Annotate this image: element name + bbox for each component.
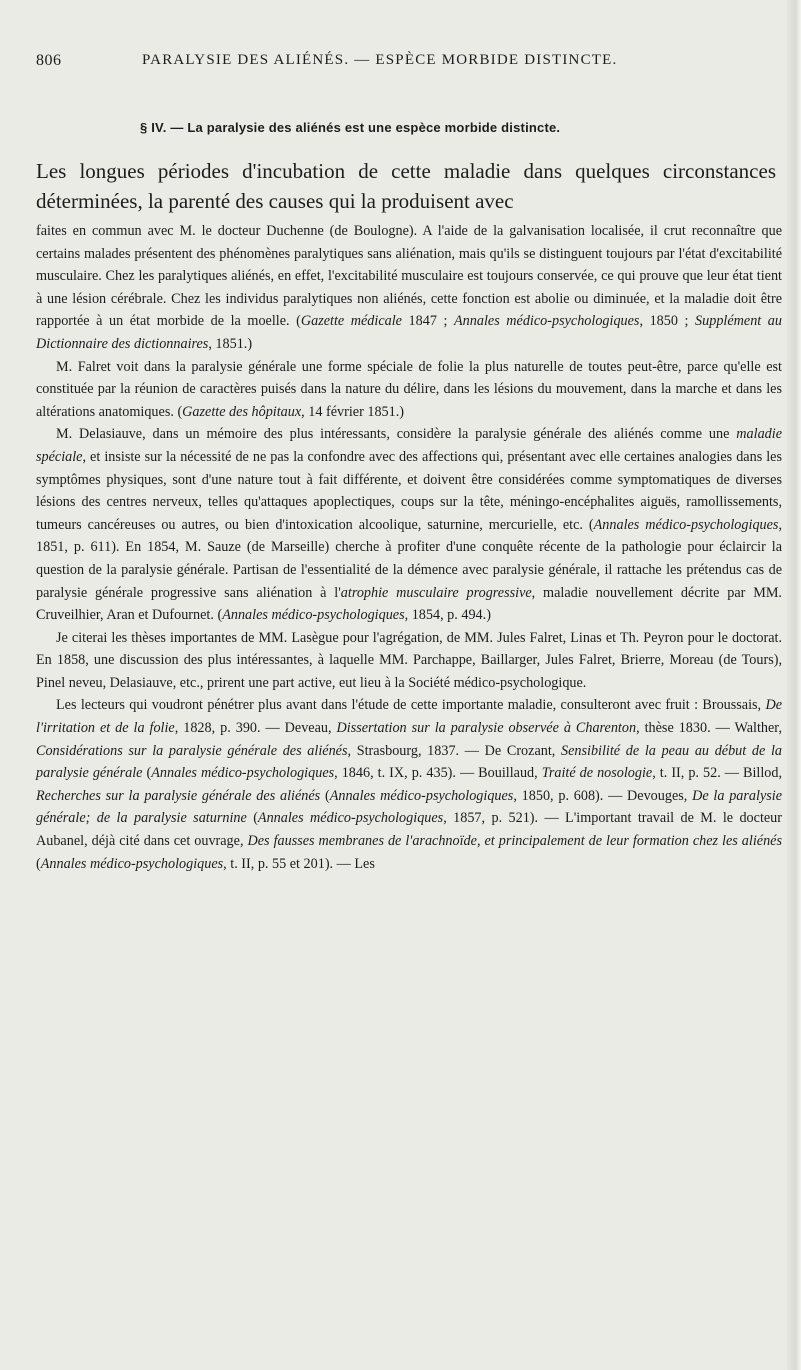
italic-text-run: De l'irritation et de la folie [36,697,782,737]
italic-text-run: De la paralysie générale; de la paralysie saturnine [36,787,783,827]
text-run: ( [36,855,41,872]
italic-text-run: Des fausses membranes de l'arachnoïde, et principalement de leur formation chez les aliénés [247,833,782,850]
italic-text-run: Considérations sur la paralysie générale des aliénés [36,742,348,759]
paragraph [36,627,782,695]
body-text [36,220,782,875]
text-run: faites en commun avec M. le docteur Duchenne (de Boulogne). A l'aide de la galvanisation localisée, il crut reconnaître que certains malades présentent des phénomènes paralytiques sans aliénation, mais qu'ils se distinguent toujours par l'état d'excitabilité musculaire. Chez les paralytiques aliénés, en effet, l'excitabilité musculaire est toujours conservée, ce qui prouve que leur état tient à une lésion cérébrale. Chez les individus paralytiques non aliénés, cette fonction est abolie ou diminuée, et la maladie doit être rapportée à un état morbide de la moelle. ( [36,223,782,330]
page-number: 806 [36,52,62,69]
paragraph [36,356,782,424]
text-run: M. Falret voit dans la paralysie générale une forme spéciale de folie la plus naturelle de toutes peut-être, parce qu'elle est constituée par la réunion de caractères puisés dans la nature du délire, dans les lésions du mouvement, dans la marche et dans les altérations anatomiques. ( [36,358,782,420]
text-run: , 1850, p. 608). — Devouges, [513,787,693,804]
page-edge-shadow [787,0,801,1370]
italic-text-run: Annales médico-psychologiques [454,313,640,330]
text-run: , 1851, p. 611). En 1854, M. Sauze (de Marseille) cherche à profiter d'une conquête récente de la pathologie pour éclaircir la question de la paralysie générale. Partisan de l'essentialité de la démence avec paralysie générale, il rattache les prétendus cas de paralysie générale progressive sans aliénation à l' [36,516,782,601]
italic-text-run: Annales médico-psychologiques [151,765,335,782]
paragraph [36,423,782,626]
text-run: 1847 ; [401,313,455,330]
paragraph [36,220,782,356]
italic-text-run: Annales médico-psychologiques [593,516,779,533]
text-run: ( [320,787,330,804]
italic-text-run: Annales médico-psychologiques [40,855,224,872]
italic-text-run: Annales médico-psychologiques [329,787,514,804]
text-run: , t. II, p. 52. — Billod, [652,765,783,782]
italic-text-run: Sensibilité de la peau au début de la paralysie générale [36,742,782,782]
italic-text-run: Annales médico-psychologiques [257,810,444,827]
text-run: , 1850 ; [639,313,696,330]
text-run: , 1854, p. 494.) [404,607,491,624]
text-run: , 1828, p. 390. — Deveau, [174,720,337,737]
lead-paragraph: Les longues périodes d'incubation de cette maladie dans quelques circonstances déterminées, la parenté des causes qui la produisent avec [36,159,776,213]
text-run: , 1851.) [208,335,253,352]
italic-text-run: Recherches sur la paralysie générale des aliénés [36,787,321,804]
text-run: , 1857, p. 521). — L'important travail de M. le docteur Aubanel, déjà cité dans cet ouvrage, [36,810,783,850]
text-run: , 1846, t. IX, p. 435). — Bouillaud, [334,765,542,782]
italic-text-run: Supplément au Dictionnaire des dictionnaires [36,313,782,352]
italic-text-run: Gazette médicale [300,313,402,330]
italic-text-run: Dissertation sur la paralysie observée à Charenton [336,720,637,737]
text-run: , 14 février 1851.) [301,403,404,420]
italic-text-run: Gazette des hôpitaux [182,403,302,420]
italic-text-run: Annales médico-psychologiques [222,607,405,624]
text-run: , et insiste sur la nécessité de ne pas la confondre avec des affections qui, présentant avec elle certaines analogies dans les symptômes physiques, sont d'une nature tout à fait différente, et doivent être considérées comme symptomatiques de diverses lésions des centres nerveux, telles qu'attaques apoplectiques, coups sur la tête, méningo-encéphalites aiguës, ramollissements, tumeurs cancéreuses ou autres, ou bien d'intoxication alcoolique, saturnine, mercurielle, etc. ( [36,448,782,533]
text-run: ( [246,810,258,827]
section-heading: § IV. — La paralysie des aliénés est une espèce morbide distincte. [140,120,561,135]
text-run: ( [142,765,152,782]
text-run: , maladie nouvellement décrite par MM. Cruveilhier, Aran et Dufournet. ( [36,584,782,624]
text-run: , thèse 1830. — Walther, [636,720,782,737]
italic-text-run: maladie spéciale [36,426,782,465]
text-run: M. Delasiauve, dans un mémoire des plus intéressants, considère la paralysie générale des aliénés comme une [56,426,737,443]
text-run: , t. II, p. 55 et 201). — Les [223,855,375,872]
text-run: , Strasbourg, 1837. — De Crozant, [347,742,561,759]
paragraph [36,694,782,875]
running-head: PARALYSIE DES ALIÉNÉS. — ESPÈCE MORBIDE DISTINCTE. [142,52,618,68]
italic-text-run: Traité de nosologie [541,765,653,782]
text-run: Les lecteurs qui voudront pénétrer plus avant dans l'étude de cette importante maladie, consulteront avec fruit : Broussais, [56,697,766,714]
text-run: Je citerai les thèses importantes de MM. Lasègue pour l'agrégation, de MM. Jules Falret, Linas et Th. Peyron pour le doctorat. En 1858, une discussion des plus intéressantes, à laquelle MM. Parchappe, Baillarger, Jules Falret, Brierre, Moreau (de Tours), Pinel neveu, Delasiauve, etc., prirent une part active, eut lieu à la Société médico-psychologique. [36,629,782,691]
italic-text-run: atrophie musculaire progressive [340,584,532,601]
